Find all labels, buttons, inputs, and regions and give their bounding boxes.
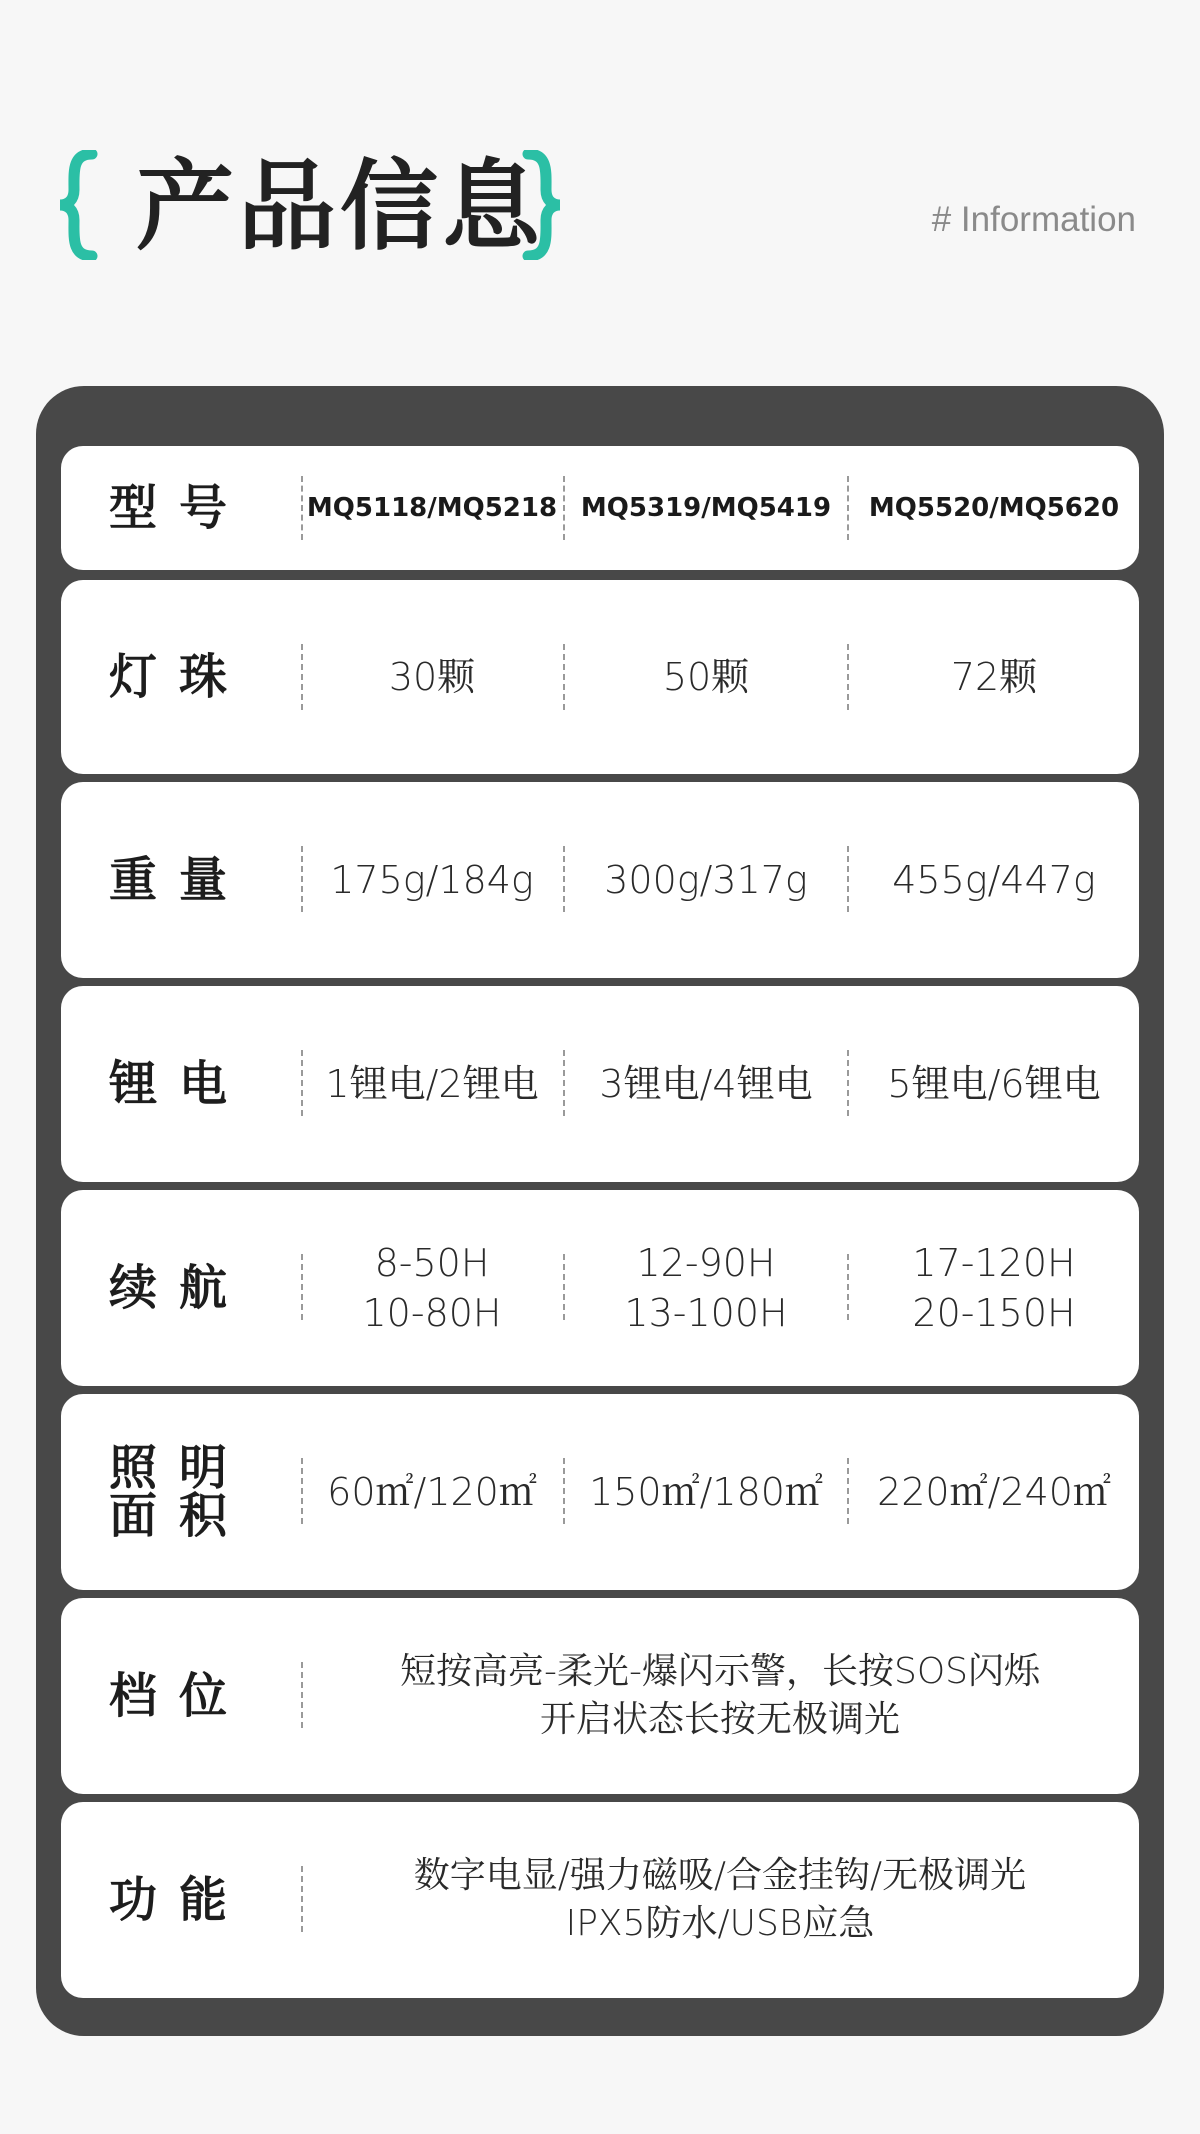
left-brace-icon	[56, 150, 100, 260]
table-cell: MQ5319/MQ5419	[580, 493, 832, 523]
row-label: 型号	[108, 480, 249, 536]
row-label: 续航	[108, 1260, 249, 1316]
table-cell: 3锂电/4锂电	[599, 1062, 813, 1106]
table-row-model	[61, 446, 1139, 570]
table-cell: 5锂电/6锂电	[887, 1062, 1101, 1106]
row-label: 档位	[108, 1668, 249, 1724]
page-title: 产品信息	[136, 150, 545, 264]
table-cell: 220㎡/240㎡	[877, 1470, 1111, 1514]
page-subtitle: # Information	[931, 200, 1136, 239]
modes-line: 短按高亮-柔光-爆闪示警，长按SOS闪烁	[399, 1651, 1041, 1692]
table-row-leds	[61, 580, 1139, 774]
table-cell: 30颗	[388, 655, 476, 699]
row-label-line: 照明	[108, 1440, 249, 1496]
table-row-modes	[61, 1598, 1139, 1794]
header	[0, 0, 1200, 390]
table-cell: MQ5520/MQ5620	[868, 493, 1120, 523]
row-label: 重量	[108, 852, 249, 908]
table-cell: 455g/447g	[892, 858, 1096, 902]
runtime-line: 12-90H	[636, 1241, 776, 1285]
table-cell: 175g/184g	[330, 858, 534, 902]
table-row-weight	[61, 782, 1139, 978]
table-cell	[849, 1190, 1139, 1386]
table-cell: 60㎡/120㎡	[327, 1470, 537, 1514]
table-cell	[301, 1190, 563, 1386]
features-line: 数字电显/强力磁吸/合金挂钩/无极调光	[413, 1855, 1027, 1896]
table-row-features	[61, 1802, 1139, 1998]
runtime-line: 13-100H	[624, 1291, 788, 1335]
table-cell: 1锂电/2锂电	[325, 1062, 539, 1106]
row-label-line: 面积	[108, 1488, 249, 1544]
runtime-line: 17-120H	[912, 1241, 1076, 1285]
features-line: IPX5防水/USB应急	[565, 1903, 875, 1944]
runtime-line: 20-150H	[912, 1291, 1076, 1335]
spec-table	[36, 386, 1164, 2036]
table-cell: 300g/317g	[604, 858, 808, 902]
table-cell	[301, 1598, 1139, 1794]
table-cell: 72颗	[950, 655, 1038, 699]
table-cell: 150㎡/180㎡	[589, 1470, 823, 1514]
table-cell	[565, 1190, 847, 1386]
table-cell: MQ5118/MQ5218	[306, 493, 558, 523]
row-label	[61, 1394, 297, 1590]
table-row-runtime	[61, 1190, 1139, 1386]
row-label: 灯珠	[108, 649, 249, 705]
table-cell: 50颗	[662, 655, 750, 699]
modes-line: 开启状态长按无极调光	[539, 1699, 900, 1740]
row-label: 锂电	[108, 1056, 249, 1112]
table-cell	[301, 1802, 1139, 1998]
table-row-lighting-area	[61, 1394, 1139, 1590]
runtime-line: 10-80H	[362, 1291, 502, 1335]
right-brace-icon	[520, 150, 564, 260]
runtime-line: 8-50H	[374, 1241, 490, 1285]
table-row-battery	[61, 986, 1139, 1182]
row-label: 功能	[108, 1872, 249, 1928]
